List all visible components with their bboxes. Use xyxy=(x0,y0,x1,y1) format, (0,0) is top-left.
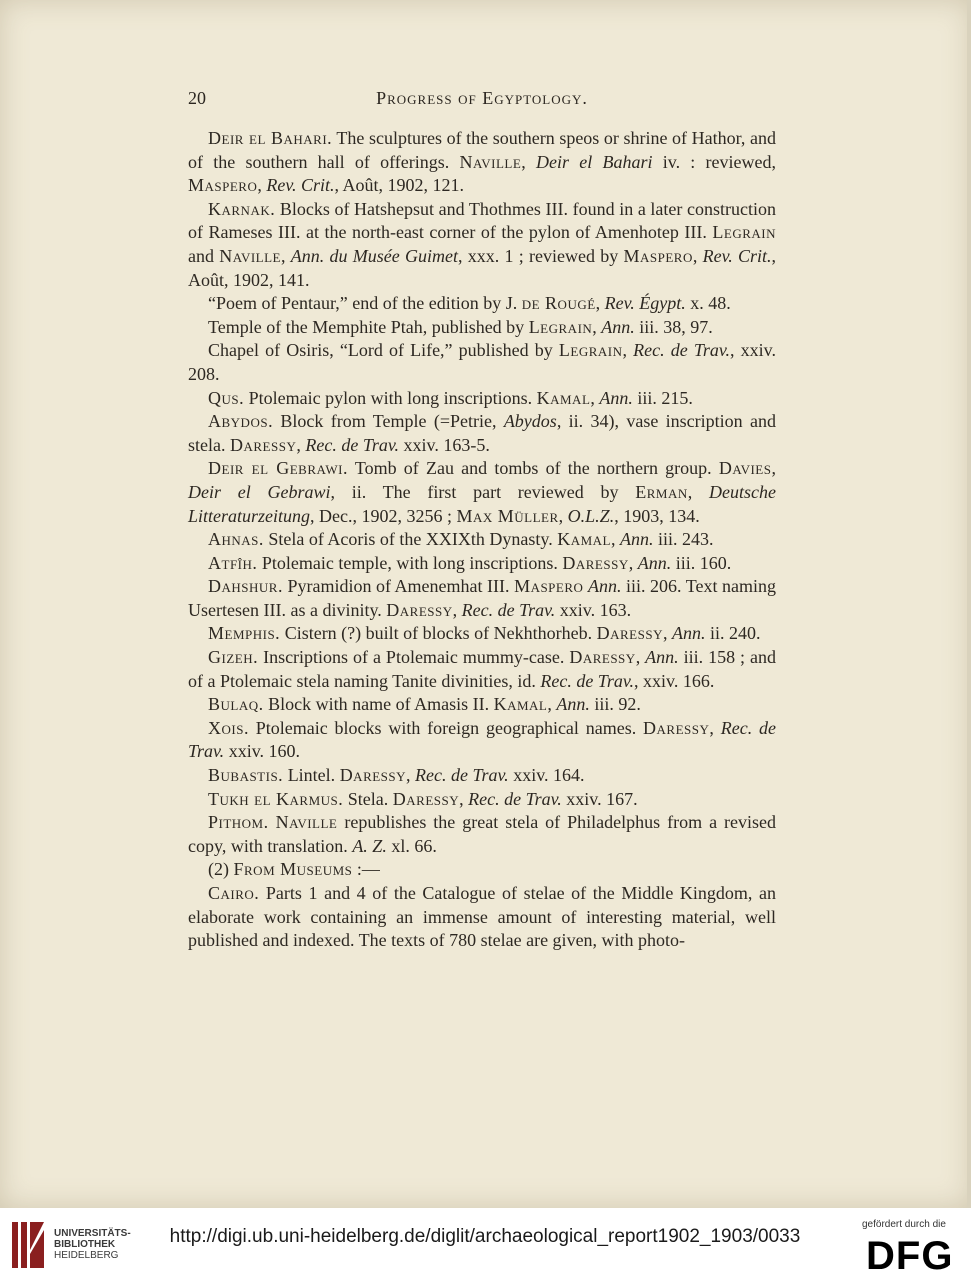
small-caps-run: Daressy xyxy=(562,552,629,573)
text-run: , Dec., 1902, 3256 ; xyxy=(310,505,457,526)
text-run: “Poem of Pentaur,” end of the edition by J. xyxy=(208,293,522,314)
text-run: , Août, 1902, 141. xyxy=(188,245,777,290)
text-run: Text naming Usertesen III. as a divinity. xyxy=(188,576,776,620)
text-run: Blocks of Hatshepsut and Thothmes III. found in a later construction of Rameses III. at the north-east corner of the pylon of Amenhotep III. xyxy=(188,198,776,243)
entry-paragraph xyxy=(188,292,776,316)
funded-by-label: gefördert durch die xyxy=(862,1219,946,1230)
library-name-line1: UNIVERSITÄTS- xyxy=(54,1228,131,1239)
text-run: Cistern (?) built of blocks of Nekhthorheb. xyxy=(280,623,597,644)
text-run: , xyxy=(595,293,605,314)
small-caps-run: Legrain xyxy=(712,222,776,243)
text-run: iii. 243. xyxy=(653,529,714,550)
library-name-line3: HEIDELBERG xyxy=(54,1250,119,1261)
text-run: republishes the great stela of Philadelphus from a revised copy, with translation. xyxy=(188,812,777,856)
text-run: xxiv. 167. xyxy=(561,788,638,809)
small-caps-run: Naville xyxy=(219,245,282,266)
italic-run: O.L.Z. xyxy=(567,505,615,526)
text-run: xxiv. 163. xyxy=(555,599,632,620)
small-caps-run: Daressy xyxy=(339,765,407,786)
small-caps-run: Daressy xyxy=(643,717,710,738)
text-run: , xyxy=(662,623,672,644)
text-run: iii. 160. xyxy=(671,552,732,573)
text-run: , xxiv. 166. xyxy=(633,670,715,691)
small-caps-run: Karnak. xyxy=(208,198,276,219)
text-run: , xyxy=(590,387,600,408)
text-run: ii. 240. xyxy=(705,623,761,644)
text-run: , xyxy=(592,316,602,337)
library-name-line2: BIBLIOTHEK xyxy=(54,1239,116,1250)
entry-paragraph xyxy=(188,811,776,858)
text-run: Ptolemaic temple, with long inscriptions. xyxy=(257,552,563,573)
university-library-logo-icon xyxy=(10,1220,46,1270)
text-run: , Août, 1902, 121. xyxy=(334,175,465,196)
small-caps-run: Maspero xyxy=(188,175,258,196)
text-run: , xyxy=(547,694,557,715)
small-caps-run: Davies xyxy=(718,458,772,479)
italic-run: Rec. de Trav. xyxy=(188,717,776,762)
text-run: iii. 92. xyxy=(589,694,641,715)
text-run: , xyxy=(709,717,721,738)
text-run: xxiv. 163-5. xyxy=(399,434,490,455)
text-run: , xyxy=(296,434,306,455)
small-caps-run: Naville xyxy=(275,812,338,833)
small-caps-run: Qus. xyxy=(208,387,245,408)
small-caps-run: Memphis. xyxy=(208,623,281,644)
text-run: , ii. 34), vase inscription and stela. xyxy=(188,411,776,455)
italic-run: Deir el Gebrawi xyxy=(188,481,331,502)
text-run: , xxiv. 208. xyxy=(188,340,777,384)
permalink-url[interactable]: http://digi.ub.uni-heidelberg.de/diglit/archaeological_report1902_1903/0033 xyxy=(169,1226,801,1247)
italic-run: Ann. xyxy=(671,623,706,644)
entry-paragraph xyxy=(188,387,776,411)
small-caps-run: Bulaq. xyxy=(208,694,264,715)
small-caps-run: Daressy xyxy=(230,434,297,455)
italic-run: Rev. Égypt. xyxy=(604,293,686,314)
italic-run: Rev. Crit. xyxy=(702,245,772,266)
entry-paragraph xyxy=(188,552,776,576)
text-run: Pyramidion of Amenemhat III. xyxy=(282,576,515,597)
text-run: iv. : reviewed, xyxy=(652,151,776,172)
text-run: iii. 206. xyxy=(621,576,686,597)
small-caps-run: Cairo. xyxy=(208,883,260,903)
text-run: Stela of Acoris of the XXIXth Dynasty. xyxy=(263,529,558,550)
entry-paragraph xyxy=(188,882,776,953)
italic-run: Ann. xyxy=(637,552,672,573)
text-run: , xyxy=(281,245,291,266)
small-caps-run: Erman xyxy=(635,481,688,502)
text-run: , 1903, 134. xyxy=(614,505,700,526)
text-run: Tomb of Zau and tombs of the northern group. xyxy=(347,458,719,479)
running-header xyxy=(188,88,776,112)
small-caps-run: Daressy xyxy=(569,647,636,668)
text-run: , xyxy=(452,599,462,620)
text-run: :— xyxy=(352,859,380,880)
text-run: (2) xyxy=(208,859,234,880)
entry-paragraph xyxy=(188,198,776,292)
small-caps-run: Daressy xyxy=(596,623,663,644)
small-caps-run: Abydos. xyxy=(208,411,274,432)
text-run: , xyxy=(521,151,537,172)
text-run: The sculptures of the southern speos or shrine of Hathor, and of the southern hall of offerings. xyxy=(188,128,776,172)
page-edge xyxy=(967,0,971,1208)
italic-run: Deir el Bahari xyxy=(536,151,653,172)
entry-paragraph xyxy=(188,316,776,340)
italic-run: Abydos xyxy=(503,411,557,432)
text-run: iii. 38, 97. xyxy=(634,316,713,337)
text-run: Inscriptions of a Ptolemaic mummy-case. xyxy=(258,647,570,668)
text-run: Ptolemaic blocks with foreign geographical names. xyxy=(248,717,644,738)
small-caps-run: Kamal xyxy=(493,694,548,715)
text-run: Block from Temple (=Petrie, xyxy=(273,411,504,432)
text-run: , xyxy=(628,552,638,573)
small-caps-run: Naville xyxy=(459,151,522,172)
entry-paragraph xyxy=(188,127,776,198)
small-caps-run: Maspero xyxy=(514,576,584,597)
entry-paragraph xyxy=(188,457,776,528)
small-caps-run: Ahnas. xyxy=(208,529,264,550)
entry-paragraph xyxy=(188,528,776,552)
entry-paragraph xyxy=(188,575,776,622)
small-caps-run: Daressy xyxy=(392,788,460,809)
text-run: Parts 1 and 4 of the Catalogue of stelae of the Middle Kingdom, an elaborate work containing an immense amount of interesting material, well published and indexed. The texts of 780 stelae are given, with photo- xyxy=(188,883,776,951)
text-run: Chapel of Osiris, “Lord of Life,” published by xyxy=(208,340,559,361)
small-caps-run: Maspero xyxy=(623,245,693,266)
text-run: , xyxy=(622,340,634,361)
italic-run: Ann. xyxy=(556,694,590,715)
small-caps-run: Kamal xyxy=(557,529,611,550)
text-run: Ptolemaic pylon with long inscriptions. xyxy=(244,387,537,408)
text-run: , xyxy=(692,245,703,266)
text-run: xxiv. 164. xyxy=(508,765,585,786)
text-run: iii. 215. xyxy=(632,387,693,408)
entry-paragraph xyxy=(188,693,776,717)
small-caps-run: Deir el Gebrawi. xyxy=(208,458,348,479)
small-caps-run: Tukh el Karmus. xyxy=(208,788,344,809)
small-caps-run: Legrain xyxy=(558,340,623,361)
italic-run: Rec. de Trav. xyxy=(468,788,562,809)
text-run: , xyxy=(635,647,646,668)
small-caps-run: de Rougé xyxy=(521,293,596,314)
text-run xyxy=(269,812,276,832)
small-caps-run: Gizeh. xyxy=(208,647,259,668)
text-run: and xyxy=(188,245,220,266)
text-run: x. 48. xyxy=(685,293,731,314)
text-run: , xyxy=(771,458,776,479)
text-run: Temple of the Memphite Ptah, published by xyxy=(208,316,529,337)
entry-paragraph xyxy=(188,410,776,457)
text-run: , xyxy=(257,175,267,196)
text-run: xxiv. 160. xyxy=(224,741,301,762)
small-caps-run: Max Müller xyxy=(456,505,559,526)
italic-run: Rec. de Trav. xyxy=(633,340,731,361)
small-caps-run: From Museums xyxy=(233,859,353,880)
text-run: , xyxy=(459,788,469,809)
italic-run: Rec. de Trav. xyxy=(540,670,634,691)
italic-run: Rec. de Trav. xyxy=(305,434,399,455)
dfg-logo: DFG xyxy=(866,1234,954,1278)
italic-run: Rec. de Trav. xyxy=(415,765,509,786)
entry-paragraph xyxy=(188,646,776,693)
small-caps-run: Daressy xyxy=(386,599,453,620)
italic-run: Deutsche Litteraturzeitung xyxy=(188,481,777,526)
text-run: , xxx. 1 ; reviewed by xyxy=(458,245,624,266)
small-caps-run: Deir el Bahari. xyxy=(208,128,333,148)
italic-run: A. Z. xyxy=(352,835,387,856)
entry-paragraph xyxy=(188,339,776,386)
italic-run: Ann. xyxy=(619,529,654,550)
italic-run: Ann. xyxy=(587,576,622,597)
small-caps-run: Legrain xyxy=(528,316,593,337)
italic-run: Ann. du Musée Guimet xyxy=(290,245,459,266)
entry-paragraph xyxy=(188,717,776,764)
text-run: iii. 158 ; and of a Ptolemaic stela naming Tanite divinities, id. xyxy=(188,647,777,691)
text-run: Stela. xyxy=(343,788,393,809)
entry-paragraph xyxy=(188,788,776,812)
text-run: xl. 66. xyxy=(386,835,437,856)
entry-paragraph xyxy=(188,764,776,788)
small-caps-run: Dahshur. xyxy=(208,576,283,597)
small-caps-run: Kamal xyxy=(536,387,591,408)
italic-run: Ann. xyxy=(599,387,633,408)
italic-run: Ann. xyxy=(645,647,679,668)
body-text xyxy=(188,127,776,953)
small-caps-run: Xois. xyxy=(208,717,249,738)
running-title: Progress of Egyptology. xyxy=(376,88,588,108)
text-run: , xyxy=(558,505,568,526)
small-caps-run: Bubastis. xyxy=(208,765,284,786)
entry-paragraph xyxy=(188,858,776,882)
italic-run: Rev. Crit. xyxy=(266,175,335,196)
text-run: , ii. The first part reviewed by xyxy=(330,481,636,502)
italic-run: Ann. xyxy=(601,316,635,337)
text-run: , xyxy=(687,481,710,502)
italic-run: Rec. de Trav. xyxy=(461,599,556,620)
entry-paragraph xyxy=(188,622,776,646)
text-run: Lintel. xyxy=(283,765,340,786)
small-caps-run: Pithom. xyxy=(208,812,269,833)
small-caps-run: Atfîh. xyxy=(208,552,258,573)
page-number: 20 xyxy=(188,88,206,108)
text-run: , xyxy=(406,765,416,786)
text-run: , xyxy=(610,529,620,550)
text-run: Block with name of Amasis II. xyxy=(263,694,494,715)
